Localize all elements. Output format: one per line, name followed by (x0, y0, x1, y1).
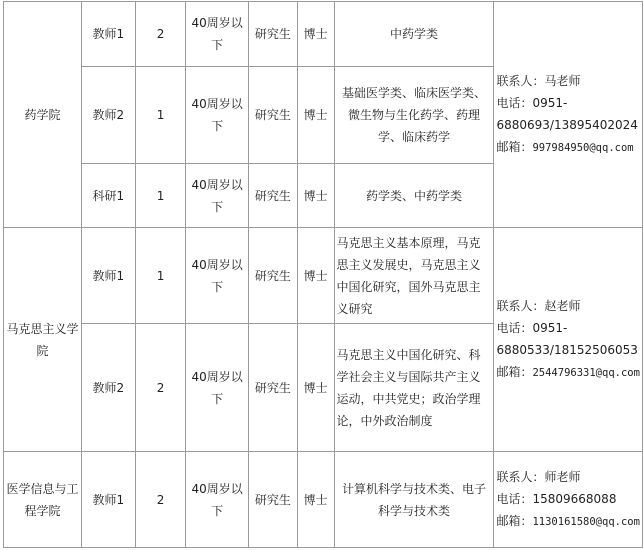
contact-cell (494, 228, 643, 452)
contact-person: 联系人：马老师 (496, 74, 581, 88)
major-cell: 马克思主义基本原理，马克思主义发展史，马克思主义中国化研究，国外马克思主义研究 (334, 228, 494, 324)
age-cell: 40周岁以下 (186, 324, 249, 452)
age-cell: 40周岁以下 (186, 228, 249, 324)
contact-person: 联系人：赵老师 (496, 299, 581, 313)
age-cell: 40周岁以下 (186, 2, 249, 67)
count-cell: 1 (135, 67, 186, 164)
department-cell (4, 2, 82, 228)
education-cell: 研究生 (248, 452, 297, 548)
position-cell: 科研1 (81, 164, 135, 228)
email-address: 2544796331@qq.com (532, 367, 640, 379)
education-cell: 研究生 (248, 324, 297, 452)
department-name: 马克思主义学 (6, 321, 79, 336)
degree-cell: 博士 (297, 452, 334, 548)
department-cell (4, 452, 82, 548)
position-cell: 教师1 (81, 228, 135, 324)
phone-number: 15809668088 (532, 492, 617, 506)
department-cell (4, 228, 82, 452)
email-address: 997984950@qq.com (532, 142, 634, 154)
table-row (4, 228, 643, 324)
phone-number: 0951- (532, 96, 568, 110)
major-cell: 马克思主义中国化研究、科学社会主义与国际共产主义运动，中共党史；政治学理论，中外政治制度 (334, 324, 494, 452)
count-cell: 2 (135, 324, 186, 452)
phone-label: 电话： (496, 321, 533, 335)
department-name: 院 (36, 343, 49, 358)
degree-cell: 博士 (297, 324, 334, 452)
position-cell: 教师1 (81, 452, 135, 548)
email-address: 1130161580@qq.com (532, 516, 640, 528)
email-label: 邮箱： (496, 365, 533, 379)
position-cell: 教师1 (81, 2, 135, 67)
table-row (4, 452, 643, 548)
degree-cell: 博士 (297, 2, 334, 67)
phone-label: 电话： (496, 492, 533, 506)
major-cell: 基础医学类、临床医学类、微生物与生化药学、药理学、临床药学 (334, 67, 494, 164)
phone-number: 6880693/13895402024 (496, 118, 638, 132)
contact-person: 联系人：师老师 (496, 470, 581, 484)
email-label: 邮箱： (496, 514, 533, 528)
age-cell: 40周岁以下 (186, 67, 249, 164)
education-cell: 研究生 (248, 228, 297, 324)
department-name: 医学信息与工 (6, 481, 79, 496)
department-name: 药学院 (24, 107, 61, 122)
phone-number: 6880533/18152506053 (496, 343, 638, 357)
major-cell: 药学类、中药学类 (334, 164, 494, 228)
department-name: 程学院 (24, 503, 61, 518)
position-cell: 教师2 (81, 324, 135, 452)
age-cell: 40周岁以下 (186, 452, 249, 548)
phone-number: 0951- (532, 321, 568, 335)
position-cell: 教师2 (81, 67, 135, 164)
table-row (4, 2, 643, 67)
major-cell: 中药学类 (334, 2, 494, 67)
degree-cell: 博士 (297, 164, 334, 228)
age-cell: 40周岁以下 (186, 164, 249, 228)
count-cell: 2 (135, 2, 186, 67)
recruitment-table (3, 1, 643, 548)
degree-cell: 博士 (297, 228, 334, 324)
count-cell: 2 (135, 452, 186, 548)
count-cell: 1 (135, 164, 186, 228)
education-cell: 研究生 (248, 67, 297, 164)
email-label: 邮箱： (496, 140, 533, 154)
education-cell: 研究生 (248, 164, 297, 228)
count-cell: 1 (135, 228, 186, 324)
contact-cell (494, 452, 643, 548)
phone-label: 电话： (496, 96, 533, 110)
degree-cell: 博士 (297, 67, 334, 164)
major-cell: 计算机科学与技术类、电子科学与技术类 (334, 452, 494, 548)
contact-cell (494, 2, 643, 228)
education-cell: 研究生 (248, 2, 297, 67)
